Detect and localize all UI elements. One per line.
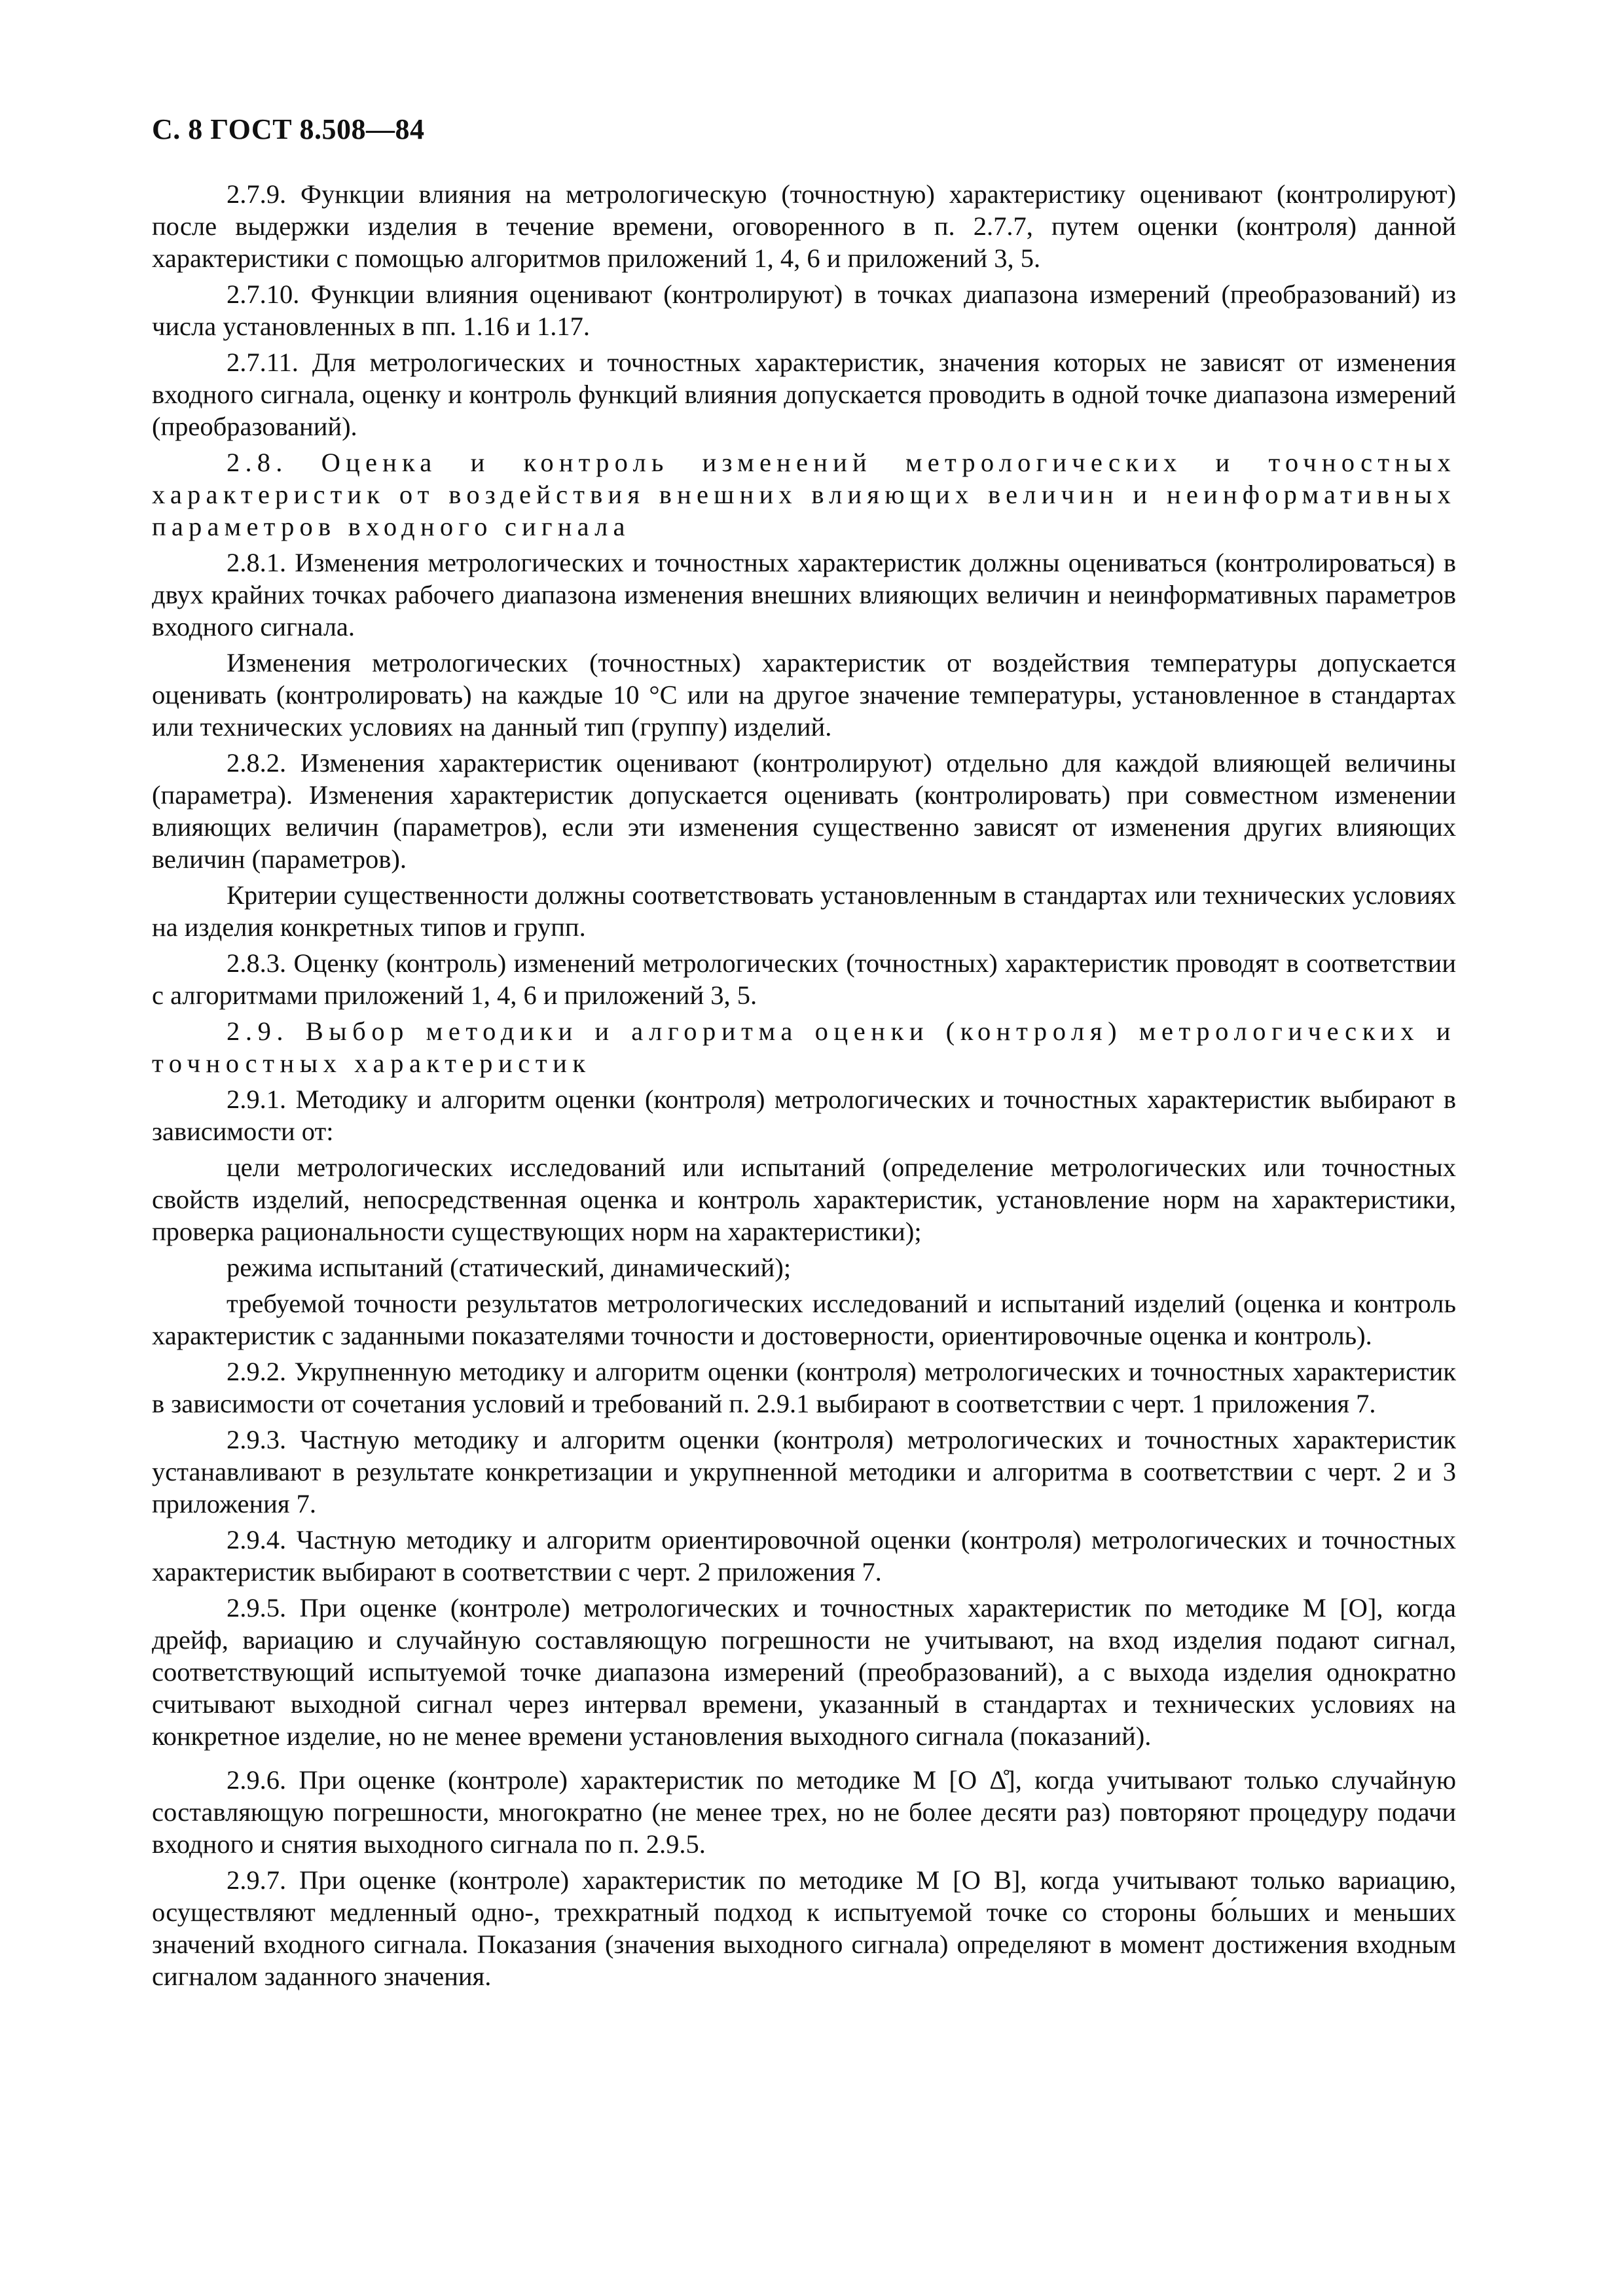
list-item-goal: цели метрологических исследований или испытаний (определение метрологических или точностных свойств изделий, непосредственная оценка и контроль характеристик, установление норм на характеристики, проверка рациональности существующих норм на характеристики); — [152, 1153, 1456, 1246]
paragraph-2-9-2: 2.9.2. Укрупненную методику и алгоритм оценки (контроля) метрологических и точностных характеристик в зависимости от сочетания условий и требований п. 2.9.1 выбирают в соответствии с черт. 1 приложения 7. — [152, 1357, 1456, 1418]
paragraph-2-7-10: 2.7.10. Функции влияния оценивают (контролируют) в точках диапазона измерений (преобразований) из числа установленных в пп. 1.16 и 1.17. — [152, 279, 1456, 341]
paragraph-2-9-4: 2.9.4. Частную методику и алгоритм ориентировочной оценки (контроля) метрологических и точностных характеристик выбирают в соответствии с черт. 2 приложения 7. — [152, 1525, 1456, 1587]
paragraph-temperature: Изменения метрологических (точностных) характеристик от воздействия температуры допускается оценивать (контролировать) на каждые 10 °С или на другое значение температуры, установленное в стандартах или технических условиях на данный тип (группу) изделий. — [152, 648, 1456, 742]
paragraph-criteria: Критерии существенности должны соответствовать установленным в стандартах или технических условиях на изделия конкретных типов и групп. — [152, 880, 1456, 942]
paragraph-2-9-5: 2.9.5. При оценке (контроле) метрологических и точностных характеристик по методике М [О], когда дрейф, вариацию и случайную составляющую погрешности не учитывают, на вход изделия подают сигнал, соответствующий испытуемой точке диапазона измерений (преобразований), а с выхода изделия однократно считывают выходной сигнал через интервал времени, указанный в стандартах и технических условиях на конкретное изделие, но не менее времени установления выходного сигнала (показаний). — [152, 1593, 1456, 1751]
paragraph-2-9-7: 2.9.7. При оценке (контроле) характеристик по методике М [О В], когда учитывают только вариацию, осуществляют медленный одно-, трехкратный подход к испытуемой точке со стороны бо́льших и меньших значений входного сигнала. Показания (значения выходного сигнала) определяют в момент достижения входным сигналом заданного значения. — [152, 1865, 1456, 1991]
paragraph-2-9-3: 2.9.3. Частную методику и алгоритм оценки (контроля) метрологических и точностных характеристик устанавливают в результате конкретизации и укрупненной методики и алгоритма в соответствии с черт. 2 и 3 приложения 7. — [152, 1425, 1456, 1518]
section-heading-2-8: 2.8. Оценка и контроль изменений метрологических и точностных характеристик от воздействия внешних влияющих величин и неинформативных параметров входного сигнала — [152, 448, 1456, 541]
document-body — [152, 178, 1456, 1996]
paragraph-2-7-9: 2.7.9. Функции влияния на метрологическую (точностную) характеристику оценивают (контролируют) после выдержки изделия в течение времени, оговоренного в п. 2.7.7, путем оценки (контроля) данной характеристики с помощью алгоритмов приложений 1, 4, 6 и приложений 3, 5. — [152, 179, 1456, 273]
paragraph-2-9-6: 2.9.6. При оценке (контроле) характеристик по методике М [О Δ̊], когда учитывают только случайную составляющую погрешности, многократно (не менее трех, но не более десяти раз) повторяют процедуру подачи входного и снятия выходного сигнала по п. 2.9.5. — [152, 1765, 1456, 1859]
paragraph-2-9-1: 2.9.1. Методику и алгоритм оценки (контроля) метрологических и точностных характеристик выбирают в зависимости от: — [152, 1085, 1456, 1146]
paragraph-2-8-2: 2.8.2. Изменения характеристик оценивают (контролируют) отдельно для каждой влияющей величины (параметра). Изменения характеристик допускается оценивать (контролировать) при совместном изменении влияющих величин (параметров), если эти изменения существенно зависят от изменения других влияющих величин (параметров). — [152, 748, 1456, 874]
list-item-accuracy: требуемой точности результатов метрологических исследований и испытаний изделий (оценка и контроль характеристик с заданными показателями точности и достоверности, ориентировочные оценка и контроль). — [152, 1289, 1456, 1350]
paragraph-2-8-3: 2.8.3. Оценку (контроль) изменений метрологических (точностных) характеристик проводят в соответствии с алгоритмами приложений 1, 4, 6 и приложений 3, 5. — [152, 948, 1456, 1010]
paragraph-2-8-1: 2.8.1. Изменения метрологических и точностных характеристик должны оцениваться (контролироваться) в двух крайних точках рабочего диапазона изменения внешних влияющих величин и неинформативных параметров входного сигнала. — [152, 548, 1456, 641]
paragraph-2-7-11: 2.7.11. Для метрологических и точностных характеристик, значения которых не зависят от изменения входного сигнала, оценку и контроль функций влияния допускается проводить в одной точке диапазона измерений (преобразований). — [152, 348, 1456, 441]
section-heading-2-9: 2.9. Выбор методики и алгоритма оценки (контроля) метрологических и точностных характеристик — [152, 1016, 1456, 1078]
page-header: С. 8 ГОСТ 8.508—84 — [152, 113, 425, 145]
list-item-mode: режима испытаний (статический, динамический); — [227, 1253, 792, 1282]
